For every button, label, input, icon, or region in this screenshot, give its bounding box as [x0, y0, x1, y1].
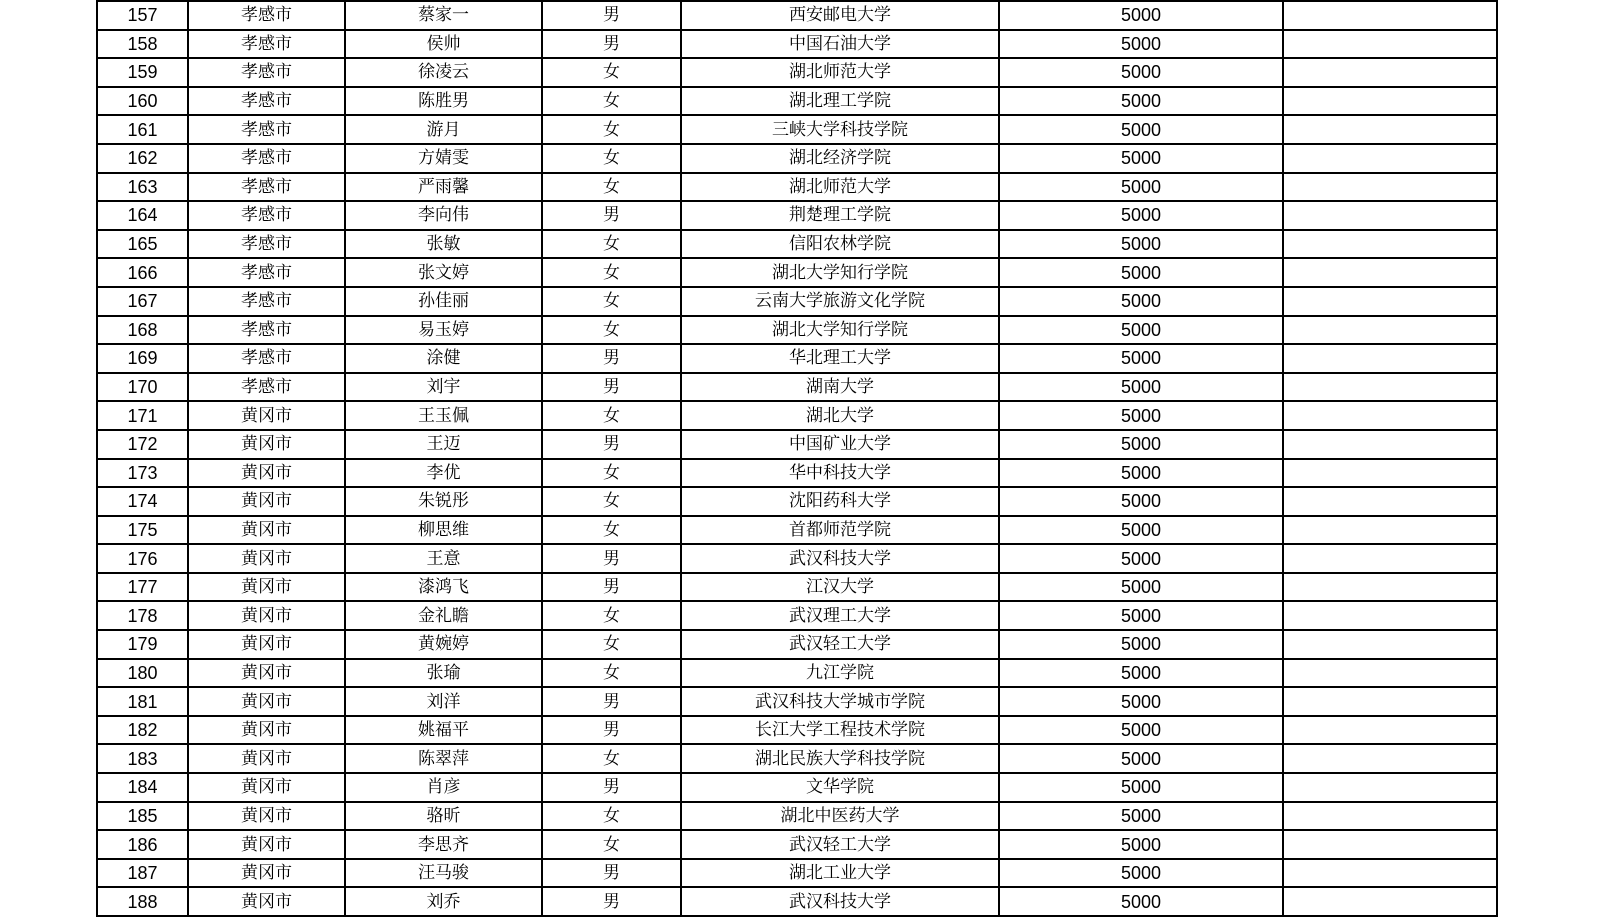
- amount-cell: 5000: [999, 516, 1283, 545]
- city-cell: 孝感市: [188, 230, 345, 259]
- row-number-cell: 186: [97, 830, 188, 859]
- row-number-cell: 180: [97, 659, 188, 688]
- amount-cell: 5000: [999, 201, 1283, 230]
- student-name-cell: 漆鸿飞: [345, 573, 542, 602]
- city-cell: 孝感市: [188, 373, 345, 402]
- amount-cell: 5000: [999, 430, 1283, 459]
- school-cell: 武汉科技大学城市学院: [681, 687, 999, 716]
- table-row: [97, 859, 1497, 888]
- city-cell: 黄冈市: [188, 516, 345, 545]
- school-cell: 首都师范学院: [681, 516, 999, 545]
- amount-cell: 5000: [999, 859, 1283, 888]
- school-cell: 长江大学工程技术学院: [681, 716, 999, 745]
- gender-cell: 男: [542, 544, 681, 573]
- city-cell: 孝感市: [188, 201, 345, 230]
- table-row: [97, 173, 1497, 202]
- student-name-cell: 游月: [345, 115, 542, 144]
- gender-cell: 男: [542, 887, 681, 916]
- student-name-cell: 易玉婷: [345, 316, 542, 345]
- amount-cell: 5000: [999, 373, 1283, 402]
- student-name-cell: 蔡家一: [345, 1, 542, 30]
- school-cell: 华北理工大学: [681, 344, 999, 373]
- gender-cell: 女: [542, 230, 681, 259]
- student-name-cell: 李思齐: [345, 830, 542, 859]
- remark-cell: [1283, 344, 1497, 373]
- city-cell: 孝感市: [188, 316, 345, 345]
- remark-cell: [1283, 401, 1497, 430]
- school-cell: 湖南大学: [681, 373, 999, 402]
- school-cell: 武汉科技大学: [681, 544, 999, 573]
- school-cell: 中国矿业大学: [681, 430, 999, 459]
- row-number-cell: 161: [97, 115, 188, 144]
- table-row: [97, 115, 1497, 144]
- row-number-cell: 170: [97, 373, 188, 402]
- gender-cell: 女: [542, 659, 681, 688]
- student-name-cell: 朱锐彤: [345, 487, 542, 516]
- amount-cell: 5000: [999, 601, 1283, 630]
- row-number-cell: 184: [97, 773, 188, 802]
- student-name-cell: 严雨馨: [345, 173, 542, 202]
- amount-cell: 5000: [999, 316, 1283, 345]
- school-cell: 信阳农林学院: [681, 230, 999, 259]
- row-number-cell: 162: [97, 144, 188, 173]
- table-row: [97, 830, 1497, 859]
- amount-cell: 5000: [999, 258, 1283, 287]
- remark-cell: [1283, 87, 1497, 116]
- student-name-cell: 肖彦: [345, 773, 542, 802]
- student-name-cell: 黄婉婷: [345, 630, 542, 659]
- amount-cell: 5000: [999, 687, 1283, 716]
- student-name-cell: 金礼瞻: [345, 601, 542, 630]
- table-row: [97, 459, 1497, 488]
- student-name-cell: 侯帅: [345, 30, 542, 59]
- remark-cell: [1283, 744, 1497, 773]
- remark-cell: [1283, 115, 1497, 144]
- student-name-cell: 张敏: [345, 230, 542, 259]
- school-cell: 湖北中医药大学: [681, 802, 999, 831]
- amount-cell: 5000: [999, 144, 1283, 173]
- gender-cell: 女: [542, 401, 681, 430]
- row-number-cell: 172: [97, 430, 188, 459]
- student-name-cell: 李向伟: [345, 201, 542, 230]
- remark-cell: [1283, 373, 1497, 402]
- city-cell: 黄冈市: [188, 459, 345, 488]
- row-number-cell: 157: [97, 1, 188, 30]
- table-row: [97, 87, 1497, 116]
- gender-cell: 女: [542, 459, 681, 488]
- row-number-cell: 173: [97, 459, 188, 488]
- city-cell: 黄冈市: [188, 802, 345, 831]
- table-row: [97, 687, 1497, 716]
- table-row: [97, 316, 1497, 345]
- student-name-cell: 柳思维: [345, 516, 542, 545]
- school-cell: 沈阳药科大学: [681, 487, 999, 516]
- row-number-cell: 178: [97, 601, 188, 630]
- table-row: [97, 659, 1497, 688]
- row-number-cell: 168: [97, 316, 188, 345]
- remark-cell: [1283, 459, 1497, 488]
- school-cell: 华中科技大学: [681, 459, 999, 488]
- remark-cell: [1283, 287, 1497, 316]
- table-row: [97, 744, 1497, 773]
- student-name-cell: 方婧雯: [345, 144, 542, 173]
- city-cell: 黄冈市: [188, 487, 345, 516]
- city-cell: 黄冈市: [188, 430, 345, 459]
- row-number-cell: 182: [97, 716, 188, 745]
- city-cell: 黄冈市: [188, 687, 345, 716]
- remark-cell: [1283, 573, 1497, 602]
- amount-cell: 5000: [999, 544, 1283, 573]
- city-cell: 黄冈市: [188, 773, 345, 802]
- student-name-cell: 王意: [345, 544, 542, 573]
- remark-cell: [1283, 430, 1497, 459]
- gender-cell: 男: [542, 773, 681, 802]
- school-cell: 江汉大学: [681, 573, 999, 602]
- table-body: [97, 1, 1497, 916]
- student-name-cell: 王迈: [345, 430, 542, 459]
- amount-cell: 5000: [999, 230, 1283, 259]
- row-number-cell: 165: [97, 230, 188, 259]
- school-cell: 湖北大学: [681, 401, 999, 430]
- table-row: [97, 58, 1497, 87]
- row-number-cell: 158: [97, 30, 188, 59]
- row-number-cell: 164: [97, 201, 188, 230]
- student-name-cell: 刘乔: [345, 887, 542, 916]
- city-cell: 黄冈市: [188, 544, 345, 573]
- gender-cell: 女: [542, 87, 681, 116]
- row-number-cell: 169: [97, 344, 188, 373]
- row-number-cell: 163: [97, 173, 188, 202]
- row-number-cell: 174: [97, 487, 188, 516]
- city-cell: 孝感市: [188, 287, 345, 316]
- row-number-cell: 181: [97, 687, 188, 716]
- amount-cell: 5000: [999, 630, 1283, 659]
- city-cell: 孝感市: [188, 258, 345, 287]
- gender-cell: 女: [542, 630, 681, 659]
- row-number-cell: 187: [97, 859, 188, 888]
- student-name-cell: 陈翠萍: [345, 744, 542, 773]
- student-name-cell: 张文婷: [345, 258, 542, 287]
- city-cell: 黄冈市: [188, 830, 345, 859]
- table-row: [97, 201, 1497, 230]
- gender-cell: 男: [542, 430, 681, 459]
- school-cell: 湖北大学知行学院: [681, 316, 999, 345]
- school-cell: 湖北大学知行学院: [681, 258, 999, 287]
- remark-cell: [1283, 716, 1497, 745]
- row-number-cell: 166: [97, 258, 188, 287]
- table-row: [97, 258, 1497, 287]
- city-cell: 黄冈市: [188, 716, 345, 745]
- school-cell: 文华学院: [681, 773, 999, 802]
- school-cell: 三峡大学科技学院: [681, 115, 999, 144]
- city-cell: 孝感市: [188, 344, 345, 373]
- amount-cell: 5000: [999, 773, 1283, 802]
- remark-cell: [1283, 30, 1497, 59]
- table-row: [97, 716, 1497, 745]
- remark-cell: [1283, 802, 1497, 831]
- remark-cell: [1283, 201, 1497, 230]
- gender-cell: 男: [542, 30, 681, 59]
- student-name-cell: 李优: [345, 459, 542, 488]
- gender-cell: 男: [542, 373, 681, 402]
- table-row: [97, 802, 1497, 831]
- gender-cell: 男: [542, 687, 681, 716]
- remark-cell: [1283, 830, 1497, 859]
- amount-cell: 5000: [999, 887, 1283, 916]
- remark-cell: [1283, 316, 1497, 345]
- row-number-cell: 160: [97, 87, 188, 116]
- amount-cell: 5000: [999, 459, 1283, 488]
- gender-cell: 男: [542, 201, 681, 230]
- amount-cell: 5000: [999, 30, 1283, 59]
- city-cell: 黄冈市: [188, 573, 345, 602]
- remark-cell: [1283, 859, 1497, 888]
- school-cell: 湖北工业大学: [681, 859, 999, 888]
- city-cell: 黄冈市: [188, 401, 345, 430]
- table-row: [97, 630, 1497, 659]
- gender-cell: 女: [542, 744, 681, 773]
- table-row: [97, 516, 1497, 545]
- gender-cell: 女: [542, 287, 681, 316]
- table-row: [97, 573, 1497, 602]
- city-cell: 孝感市: [188, 58, 345, 87]
- school-cell: 武汉轻工大学: [681, 830, 999, 859]
- gender-cell: 女: [542, 258, 681, 287]
- gender-cell: 男: [542, 859, 681, 888]
- city-cell: 孝感市: [188, 1, 345, 30]
- gender-cell: 女: [542, 115, 681, 144]
- remark-cell: [1283, 773, 1497, 802]
- table-row: [97, 773, 1497, 802]
- city-cell: 黄冈市: [188, 859, 345, 888]
- student-name-cell: 涂健: [345, 344, 542, 373]
- city-cell: 孝感市: [188, 173, 345, 202]
- city-cell: 黄冈市: [188, 744, 345, 773]
- row-number-cell: 167: [97, 287, 188, 316]
- gender-cell: 女: [542, 601, 681, 630]
- remark-cell: [1283, 601, 1497, 630]
- student-name-cell: 张瑜: [345, 659, 542, 688]
- amount-cell: 5000: [999, 115, 1283, 144]
- school-cell: 九江学院: [681, 659, 999, 688]
- gender-cell: 女: [542, 58, 681, 87]
- amount-cell: 5000: [999, 401, 1283, 430]
- student-name-cell: 姚福平: [345, 716, 542, 745]
- student-name-cell: 王玉佩: [345, 401, 542, 430]
- amount-cell: 5000: [999, 573, 1283, 602]
- student-name-cell: 刘宇: [345, 373, 542, 402]
- city-cell: 孝感市: [188, 115, 345, 144]
- city-cell: 孝感市: [188, 144, 345, 173]
- school-cell: 中国石油大学: [681, 30, 999, 59]
- amount-cell: 5000: [999, 58, 1283, 87]
- table-row: [97, 344, 1497, 373]
- school-cell: 武汉轻工大学: [681, 630, 999, 659]
- remark-cell: [1283, 58, 1497, 87]
- gender-cell: 女: [542, 144, 681, 173]
- school-cell: 西安邮电大学: [681, 1, 999, 30]
- amount-cell: 5000: [999, 87, 1283, 116]
- gender-cell: 女: [542, 316, 681, 345]
- school-cell: 湖北经济学院: [681, 144, 999, 173]
- city-cell: 孝感市: [188, 87, 345, 116]
- table-row: [97, 373, 1497, 402]
- table-row: [97, 430, 1497, 459]
- table-row: [97, 230, 1497, 259]
- gender-cell: 女: [542, 802, 681, 831]
- school-cell: 武汉科技大学: [681, 887, 999, 916]
- row-number-cell: 176: [97, 544, 188, 573]
- remark-cell: [1283, 173, 1497, 202]
- row-number-cell: 171: [97, 401, 188, 430]
- table-row: [97, 401, 1497, 430]
- student-name-cell: 孙佳丽: [345, 287, 542, 316]
- table-row: [97, 544, 1497, 573]
- amount-cell: 5000: [999, 173, 1283, 202]
- city-cell: 黄冈市: [188, 887, 345, 916]
- amount-cell: 5000: [999, 1, 1283, 30]
- table-row: [97, 601, 1497, 630]
- student-name-cell: 汪马骏: [345, 859, 542, 888]
- remark-cell: [1283, 487, 1497, 516]
- gender-cell: 男: [542, 716, 681, 745]
- remark-cell: [1283, 258, 1497, 287]
- gender-cell: 女: [542, 516, 681, 545]
- row-number-cell: 188: [97, 887, 188, 916]
- gender-cell: 女: [542, 487, 681, 516]
- school-cell: 湖北师范大学: [681, 58, 999, 87]
- amount-cell: 5000: [999, 744, 1283, 773]
- row-number-cell: 183: [97, 744, 188, 773]
- gender-cell: 男: [542, 573, 681, 602]
- table-row: [97, 144, 1497, 173]
- amount-cell: 5000: [999, 487, 1283, 516]
- amount-cell: 5000: [999, 659, 1283, 688]
- row-number-cell: 185: [97, 802, 188, 831]
- table-row: [97, 487, 1497, 516]
- remark-cell: [1283, 144, 1497, 173]
- remark-cell: [1283, 630, 1497, 659]
- school-cell: 湖北民族大学科技学院: [681, 744, 999, 773]
- gender-cell: 男: [542, 344, 681, 373]
- remark-cell: [1283, 516, 1497, 545]
- table-row: [97, 1, 1497, 30]
- remark-cell: [1283, 687, 1497, 716]
- student-name-cell: 陈胜男: [345, 87, 542, 116]
- remark-cell: [1283, 1, 1497, 30]
- city-cell: 黄冈市: [188, 630, 345, 659]
- row-number-cell: 179: [97, 630, 188, 659]
- amount-cell: 5000: [999, 344, 1283, 373]
- remark-cell: [1283, 230, 1497, 259]
- row-number-cell: 175: [97, 516, 188, 545]
- school-cell: 湖北理工学院: [681, 87, 999, 116]
- gender-cell: 女: [542, 830, 681, 859]
- student-roster-table: [96, 0, 1498, 917]
- gender-cell: 男: [542, 1, 681, 30]
- city-cell: 黄冈市: [188, 659, 345, 688]
- student-name-cell: 刘洋: [345, 687, 542, 716]
- city-cell: 黄冈市: [188, 601, 345, 630]
- remark-cell: [1283, 544, 1497, 573]
- student-roster-sheet: [96, 0, 1496, 917]
- school-cell: 云南大学旅游文化学院: [681, 287, 999, 316]
- table-row: [97, 287, 1497, 316]
- table-row: [97, 30, 1497, 59]
- student-name-cell: 徐凌云: [345, 58, 542, 87]
- row-number-cell: 177: [97, 573, 188, 602]
- city-cell: 孝感市: [188, 30, 345, 59]
- amount-cell: 5000: [999, 830, 1283, 859]
- amount-cell: 5000: [999, 802, 1283, 831]
- student-name-cell: 骆昕: [345, 802, 542, 831]
- row-number-cell: 159: [97, 58, 188, 87]
- gender-cell: 女: [542, 173, 681, 202]
- school-cell: 湖北师范大学: [681, 173, 999, 202]
- amount-cell: 5000: [999, 287, 1283, 316]
- school-cell: 武汉理工大学: [681, 601, 999, 630]
- amount-cell: 5000: [999, 716, 1283, 745]
- remark-cell: [1283, 659, 1497, 688]
- school-cell: 荆楚理工学院: [681, 201, 999, 230]
